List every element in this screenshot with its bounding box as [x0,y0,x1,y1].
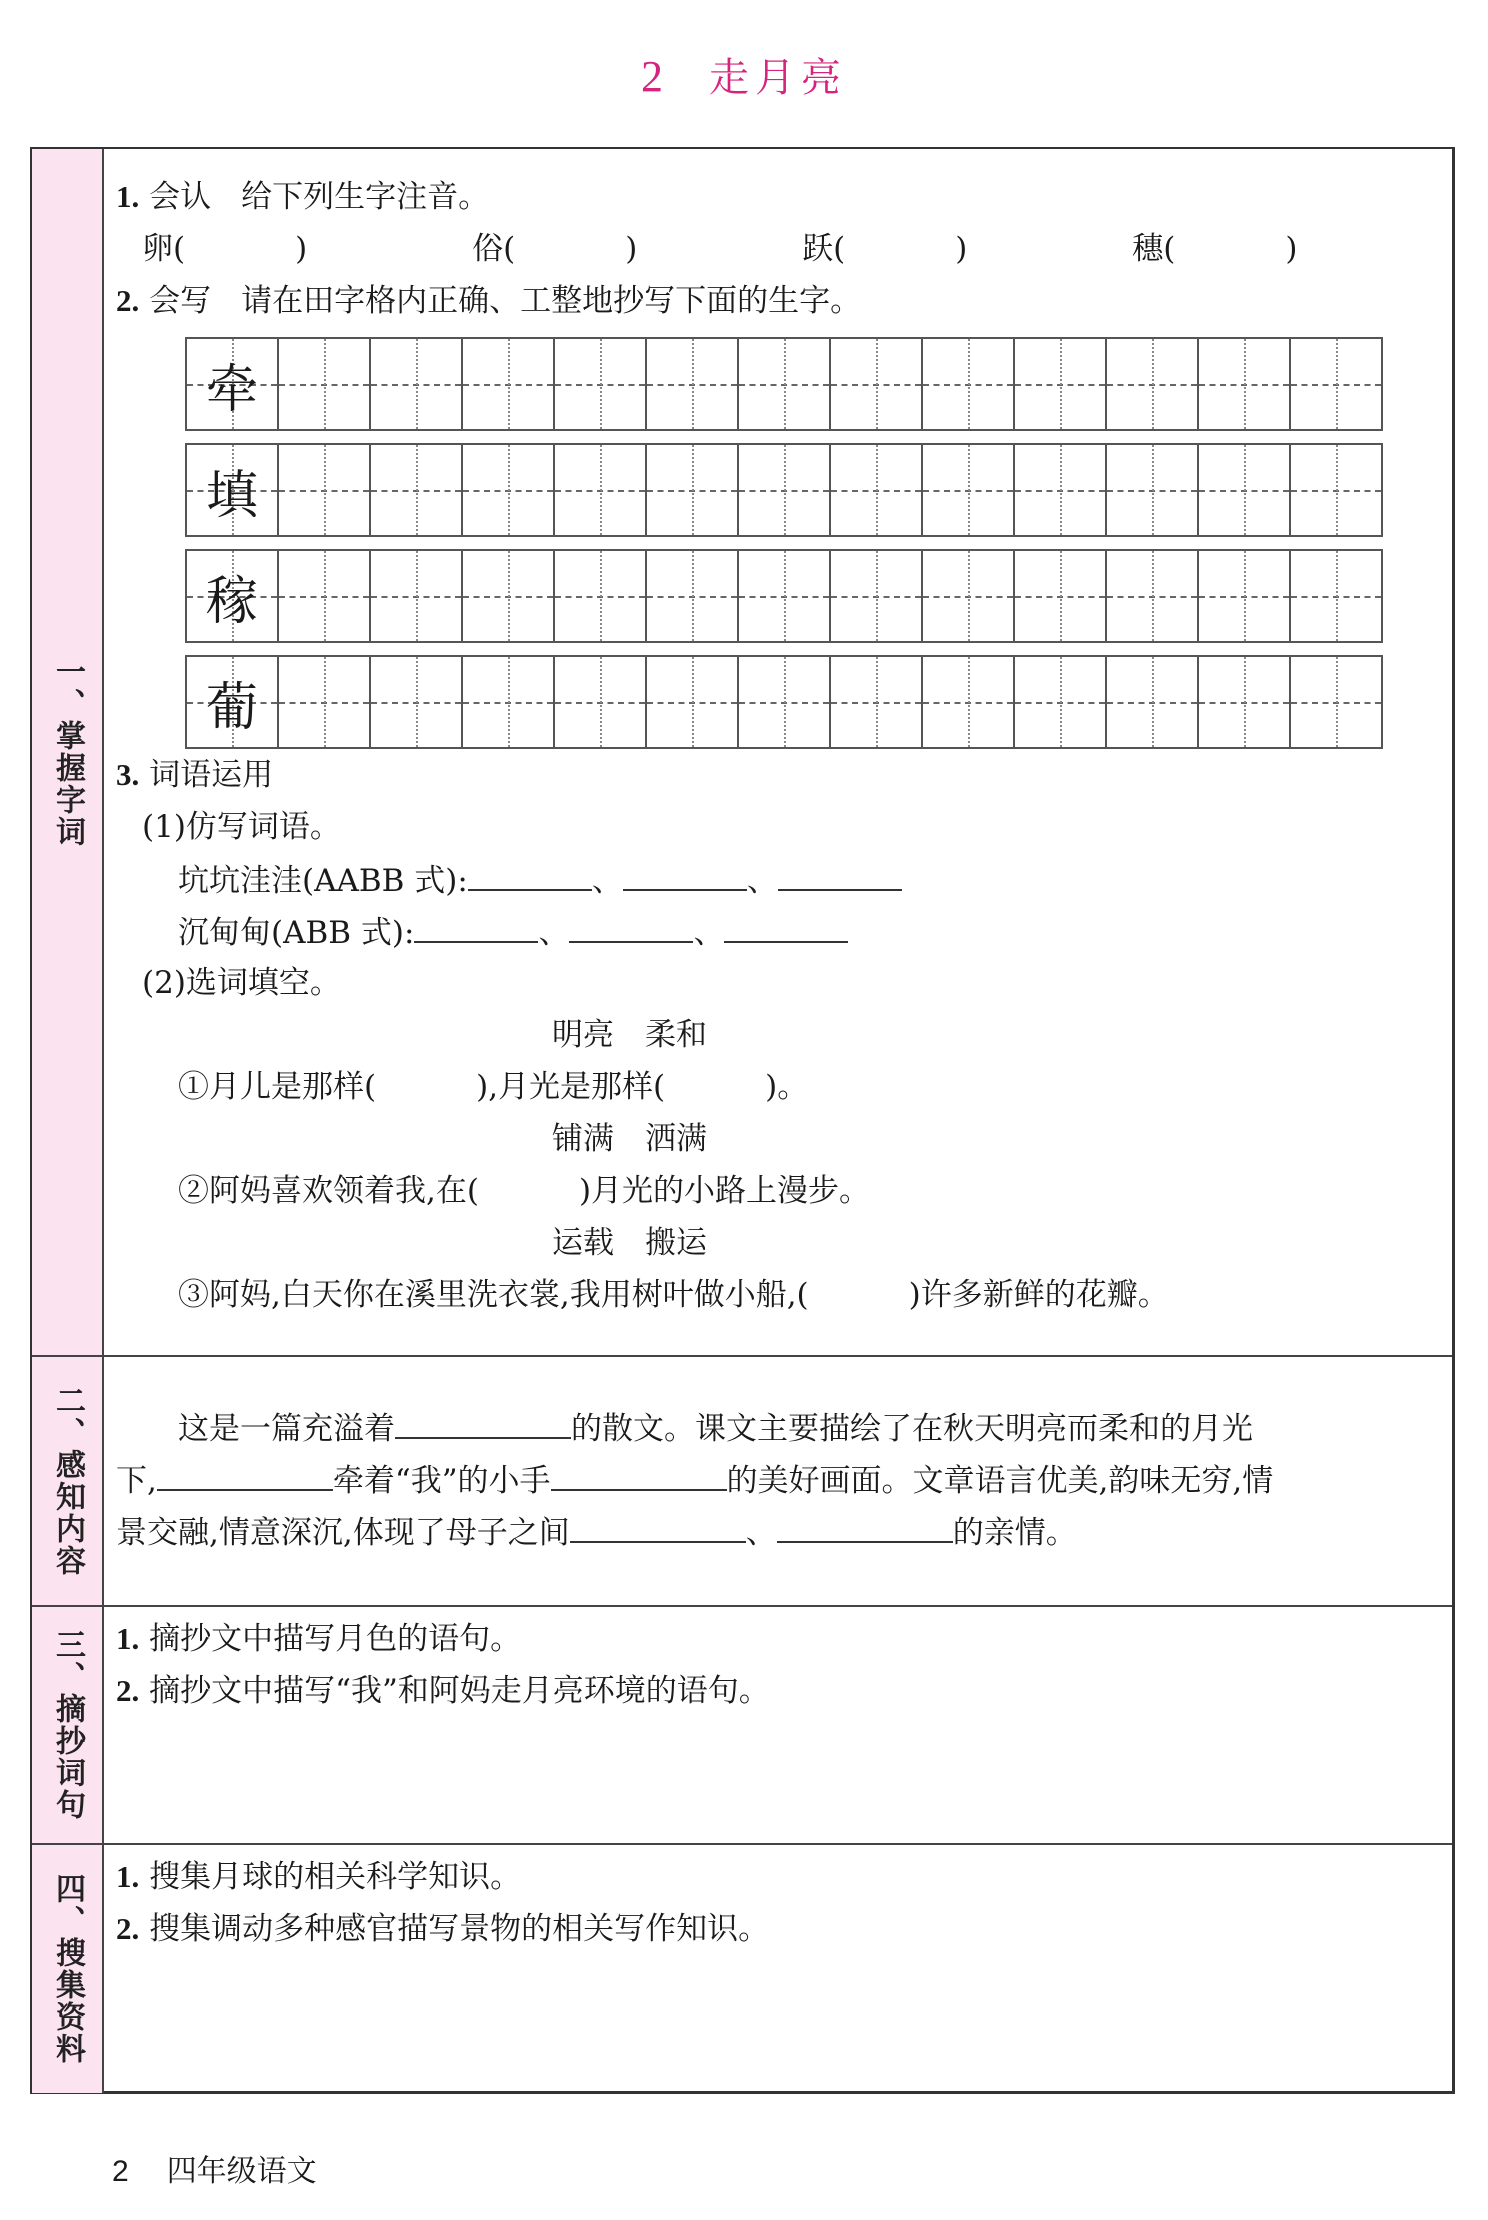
grid-row [185,337,1383,431]
writing-cell[interactable] [1015,657,1107,747]
answer-blank[interactable] [570,1511,746,1543]
fill-sentence-1: ①月儿是那样( ),月光是那样( )。 [178,1069,809,1105]
writing-cell[interactable] [739,339,831,429]
writing-cell[interactable] [831,445,923,535]
writing-cell[interactable] [1107,551,1199,641]
answer-blank[interactable] [551,1459,727,1491]
word-options: 明亮 柔和 [552,1017,707,1053]
section-content [104,149,1452,1355]
model-character: 牵 [205,359,258,420]
writing-cell[interactable] [1291,657,1383,747]
section-label: 一、掌握字词 [50,656,85,848]
section-sidebar [32,1607,104,1843]
writing-cell[interactable] [923,339,1015,429]
question-instruction: 请在田字格内正确、工整地抄写下面的生字。 [241,283,862,319]
writing-cell[interactable] [739,657,831,747]
writing-cell[interactable] [831,551,923,641]
writing-cell[interactable] [279,445,371,535]
section-label: 四、搜集资料 [50,1873,85,2065]
writing-cell[interactable] [1199,445,1291,535]
grid-row [185,549,1383,643]
section-collect-materials [32,1845,1452,2093]
writing-cell[interactable] [1199,657,1291,747]
writing-cell[interactable] [923,551,1015,641]
grid-row [185,443,1383,537]
writing-cell[interactable] [831,339,923,429]
writing-cell[interactable] [555,657,647,747]
lesson-title [0,46,1488,103]
writing-cell[interactable] [1015,339,1107,429]
writing-cell[interactable] [279,551,371,641]
question-2-heading: 2. 会写 请在田字格内正确、工整地抄写下面的生字。 [116,283,862,319]
writing-cell[interactable] [555,445,647,535]
writing-cell[interactable] [1199,339,1291,429]
writing-cell[interactable] [555,339,647,429]
writing-cell[interactable] [463,339,555,429]
writing-cell[interactable] [555,551,647,641]
question-title: 会写 [149,283,212,319]
section-perceive-content [32,1357,1452,1607]
fill-sentence-2: ②阿妈喜欢领着我,在( )月光的小路上漫步。 [178,1173,871,1209]
summary-line-1: 这是一篇充溢着 的散文。课文主要描绘了在秋天明亮而柔和的月光 [178,1407,1253,1449]
writing-cell[interactable] [647,339,739,429]
pinyin-item: 穗( ) [1132,231,1298,267]
question-instruction: 给下列生字注音。 [241,179,490,215]
writing-cell[interactable] [371,551,463,641]
pinyin-item: 跃( ) [802,231,968,267]
writing-cell[interactable] [279,339,371,429]
word-options: 运载 搬运 [552,1225,707,1261]
summary-line-2: 下, 牵着“我”的小手 的美好画面。文章语言优美,韵味无穷,情 [116,1459,1273,1501]
section-master-words [32,149,1452,1357]
answer-blank[interactable] [724,911,848,943]
writing-cell[interactable] [463,445,555,535]
writing-cell[interactable] [371,657,463,747]
writing-cell[interactable] [739,551,831,641]
model-char-cell [187,657,279,747]
worksheet-frame [30,147,1455,2094]
section-content [104,1607,1452,1843]
section-label: 二、感知内容 [50,1385,85,1577]
answer-blank[interactable] [777,1511,953,1543]
writing-cell[interactable] [739,445,831,535]
pinyin-row [142,229,1297,269]
question-1-heading: 1. 会认 给下列生字注音。 [116,179,490,215]
book-title: 四年级语文 [166,2154,317,2189]
writing-cell[interactable] [647,657,739,747]
task-item: 2. 搜集调动多种感官描写景物的相关写作知识。 [116,1911,770,1947]
word-imitation-aabb: 坑坑洼洼(AABB 式): 、 、 [178,859,902,901]
answer-blank[interactable] [157,1459,333,1491]
writing-cell[interactable] [1015,445,1107,535]
writing-cell[interactable] [371,445,463,535]
fill-sentence-3: ③阿妈,白天你在溪里洗衣裳,我用树叶做小船,( )许多新鲜的花瓣。 [178,1277,1169,1313]
answer-blank[interactable] [569,911,693,943]
section-sidebar [32,1357,104,1605]
lesson-title-text: 走月亮 [709,55,847,101]
question-3-heading: 3. 词语运用 [116,757,274,793]
section-content [104,1357,1452,1605]
answer-blank[interactable] [414,911,538,943]
pinyin-item: 卵( ) [142,231,308,267]
section-label: 三、摘抄词句 [50,1629,85,1821]
writing-cell[interactable] [923,445,1015,535]
writing-cell[interactable] [647,445,739,535]
question-title: 会认 [149,179,212,215]
model-character: 稼 [205,571,258,632]
writing-cell[interactable] [1291,339,1383,429]
answer-blank[interactable] [468,859,592,891]
writing-cell[interactable] [831,657,923,747]
answer-blank[interactable] [395,1407,571,1439]
part-2-label: (2)选词填空。 [142,965,341,1001]
page-footer [112,2146,317,2190]
task-item: 1. 搜集月球的相关科学知识。 [116,1859,522,1895]
summary-line-3: 景交融,情意深沉,体现了母子之间 、 的亲情。 [116,1511,1077,1553]
writing-cell[interactable] [923,657,1015,747]
writing-cell[interactable] [371,339,463,429]
lesson-number: 2 [641,52,669,101]
section-sidebar [32,149,104,1355]
model-char-cell [187,339,279,429]
model-char-cell [187,551,279,641]
pinyin-item: 俗( ) [472,231,638,267]
model-char-cell [187,445,279,535]
task-item: 1. 摘抄文中描写月色的语句。 [116,1621,522,1657]
page-number: 2 [112,2155,129,2188]
section-excerpt-sentences [32,1607,1452,1845]
writing-cell[interactable] [1015,551,1107,641]
writing-cell[interactable] [1107,339,1199,429]
writing-cell[interactable] [1107,657,1199,747]
model-character: 填 [205,465,258,526]
writing-cell[interactable] [463,551,555,641]
grid-row [185,655,1383,749]
writing-cell[interactable] [1291,445,1383,535]
writing-cell[interactable] [1107,445,1199,535]
writing-cell[interactable] [1199,551,1291,641]
answer-blank[interactable] [623,859,747,891]
word-imitation-abb: 沉甸甸(ABB 式): 、 、 [178,911,848,953]
writing-cell[interactable] [647,551,739,641]
answer-blank[interactable] [778,859,902,891]
part-1-label: (1)仿写词语。 [142,809,341,845]
word-options: 铺满 洒满 [552,1121,707,1157]
section-sidebar [32,1845,104,2093]
writing-cell[interactable] [1291,551,1383,641]
writing-cell[interactable] [463,657,555,747]
section-content [104,1845,1452,2093]
task-item: 2. 摘抄文中描写“我”和阿妈走月亮环境的语句。 [116,1673,770,1709]
model-character: 葡 [205,677,258,738]
writing-cell[interactable] [279,657,371,747]
question-title: 词语运用 [149,757,274,793]
